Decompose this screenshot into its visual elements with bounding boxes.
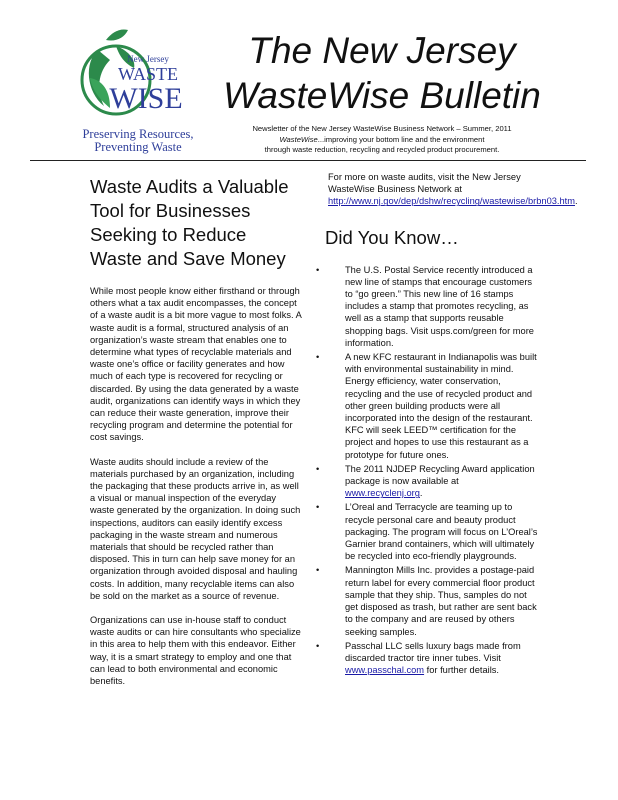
- list-item-text: L’Oreal and Terracycle are teaming up to recycle personal care and beauty product packaging. The program will focus on L’Oreal’s Garnier brand containers, which will ultimately be recycled into eco-friendly playgrounds.: [345, 502, 538, 562]
- logo-state: New Jersey: [127, 54, 169, 64]
- brbn-link[interactable]: http://www.nj.gov/dep/dshw/recycling/wastewise/brbn03.htm: [328, 196, 576, 207]
- subtitle-wastewise-italic: WasteWise: [279, 134, 318, 144]
- recyclenj-link[interactable]: www.recyclenj.org: [345, 488, 420, 499]
- article-paragraph-2: Waste audits should include a review of the materials purchased by an organization, including the packaging that these products arrive in, as well a visual or manual inspection of the everyday waste generated by the organization. In doing such inspections, auditors can easily identify excess packaging in the waste stream and numerous materials that should be recycled rather than disposed. This in turn can help save money for an organization through avoided disposal and hauling costs. In addition, many recyclable items can also be sold on the market as a source of revenue.: [90, 456, 301, 601]
- waste-audit-intro: [328, 171, 578, 208]
- did-you-know-heading: Did You Know…: [325, 226, 459, 248]
- article-headline: Waste Audits a Valuable Tool for Businesses Seeking to Reduce Waste and Save Money: [90, 176, 289, 269]
- tagline-line-1: Preserving Resources,: [82, 127, 194, 141]
- list-item: [316, 264, 538, 349]
- logo-word-wise: WISE: [109, 82, 183, 115]
- subtitle-line-2: [206, 135, 558, 146]
- list-item: [316, 463, 538, 500]
- bullet-icon: •: [316, 352, 320, 363]
- bullet-icon: •: [316, 502, 320, 513]
- intro-end: .: [575, 196, 578, 207]
- masthead-line-1: The New Jersey: [248, 30, 516, 71]
- did-you-know-list: [316, 264, 538, 677]
- article-paragraph-1: While most people know either firsthand or through others what a tax audit encompasses, the concept of a waste audit is a bit more vague to most folks. A waste audit is a formal, structured analysis of an organization’s waste stream that enables one to determine what types of recyclable materials and waste one’s office or facility generates and how much of each type is recovered for recycling or discarded. By using the data generated by a waste audit, organizations can identify ways in which they can reduce their waste generation, improve their recycling program and determine the potential for cost savings.: [90, 286, 302, 443]
- list-item-end: for further details.: [424, 665, 499, 676]
- subtitle-line-1: Newsletter of the New Jersey WasteWise Business Network – Summer, 2011: [252, 124, 512, 133]
- logo-tagline: [68, 128, 208, 154]
- list-item-text: A new KFC restaurant in Indianapolis was built with environmental sustainability in mind. Energy efficiency, water conservation, recycling and the use of recycled product and other green building products were all incorporated into the design of the restaurant. KFC will seek LEED™ certification for the project and hopes to use this restaurant as a prototype for future ones.: [345, 352, 537, 460]
- subtitle-line-3: through waste reduction, recycling and recycled product procurement.: [264, 145, 500, 154]
- bullet-icon: •: [316, 463, 320, 474]
- bullet-icon: •: [316, 640, 320, 651]
- header-divider: [30, 160, 586, 161]
- newsletter-subtitle: [206, 124, 558, 156]
- article-paragraph-3: Organizations can use in-house staff to conduct waste audits or can hire consultants who specialize in this area to help them with this endeavor. Either way, it is a smart strategy to employ and one that can lead to both environmental and economic benefits.: [90, 615, 301, 687]
- article-column: [90, 175, 302, 699]
- tagline-line-2: Preventing Waste: [94, 140, 182, 154]
- list-item-text: The 2011 NJDEP Recycling Award application package is now available at: [345, 463, 535, 487]
- logo-word-waste: WASTE: [118, 64, 178, 84]
- list-item-text: Passchal LLC sells luxury bags made from discarded tractor tire inner tubes. Visit: [345, 640, 521, 663]
- sidebar-column: [316, 171, 578, 678]
- list-item: [316, 351, 538, 461]
- bullet-icon: •: [316, 565, 320, 576]
- list-item: [316, 564, 538, 637]
- subtitle-line-2-rest: ...improving your bottom line and the environment: [317, 134, 485, 144]
- bullet-icon: •: [316, 264, 320, 275]
- masthead-title: [206, 28, 558, 118]
- list-item-text: Mannington Mills Inc. provides a postage-paid return label for every commercial floor product sample that they ship. Thus, samples do not get disposed as trash, but rather are sent back to the company and are reused by others seeking samples.: [345, 565, 537, 637]
- list-item-text: The U.S. Postal Service recently introduced a new line of stamps that encourage customers to “go green.” This new line of 16 stamps includes a stamp that promotes recycling, as well as a stamp that supports reusable shopping bags. Visit usps.com/green for more information.: [345, 264, 534, 348]
- intro-text: For more on waste audits, visit the New Jersey WasteWise Business Network at: [328, 172, 521, 195]
- list-item-end: .: [419, 488, 423, 499]
- list-item: [316, 640, 538, 677]
- list-item: [316, 501, 538, 562]
- passchal-link[interactable]: www.passchal.com: [345, 665, 425, 676]
- masthead-line-2: WasteWise Bulletin: [223, 75, 541, 116]
